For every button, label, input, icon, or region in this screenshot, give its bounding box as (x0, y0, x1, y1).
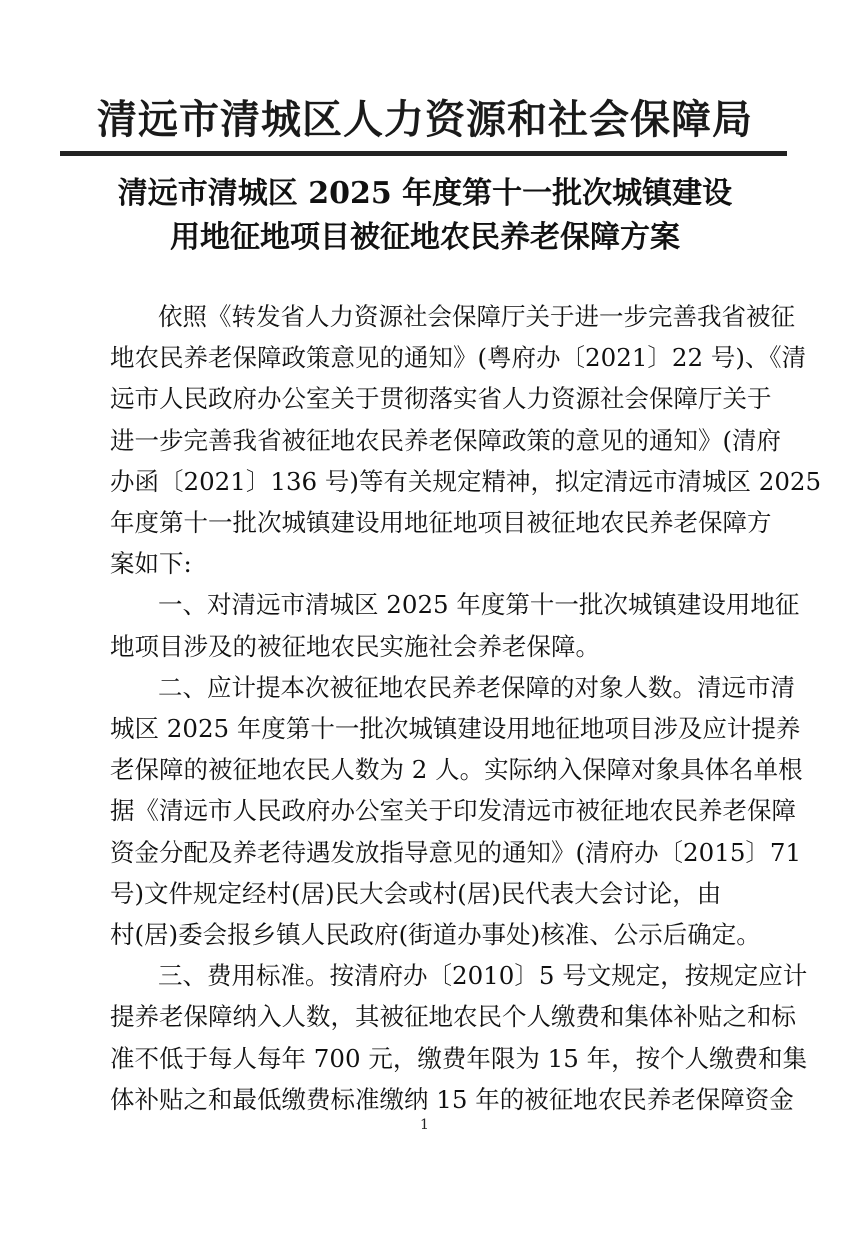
header-divider-rule (60, 151, 787, 156)
section-2-line: 据《清远市人民政府办公室关于印发清远市被征地农民养老保障 (110, 796, 796, 826)
document-body (110, 296, 822, 1120)
issuing-organization-header: 清远市清城区人力资源和社会保障局 (97, 97, 753, 143)
paragraph-line: 依照《转发省人力资源社会保障厅关于进一步完善我省被征 (158, 302, 795, 331)
section-2-line: 村(居)委会报乡镇人民政府(街道办事处)核准、公示后确定。 (110, 920, 761, 950)
section-2-line: 城区 2025 年度第十一批次城镇建设用地征地项目涉及应计提养 (110, 714, 801, 744)
page-number: 1 (420, 1117, 429, 1133)
paragraph-line: 地农民养老保障政策意见的通知》(粤府办〔2021〕22 号)、《清 (110, 343, 807, 373)
document-title (0, 172, 850, 260)
section-3-line: 准不低于每人每年 700 元，缴费年限为 15 年，按个人缴费和集 (110, 1043, 808, 1073)
paragraph-line: 案如下: (110, 549, 192, 579)
section-3-line: 三、费用标准。按清府办〔2010〕5 号文规定，按规定应计 (158, 961, 808, 991)
document-title-line-1: 清远市清城区 2025 年度第十一批次城镇建设 (117, 176, 733, 211)
paragraph-line: 远市人民政府办公室关于贯彻落实省人力资源社会保障厅关于 (110, 384, 772, 414)
section-2-line: 号)文件规定经村(居)民大会或村(居)民代表大会讨论，由 (110, 878, 722, 908)
paragraph-line: 进一步完善我省被征地农民养老保障政策的意见的通知》(清府 (110, 425, 782, 455)
section-2-line: 资金分配及养老待遇发放指导意见的通知》(清府办〔2015〕71 (110, 837, 802, 867)
paragraph-line: 办函〔2021〕136 号)等有关规定精神，拟定清远市清城区 2025 (110, 466, 822, 496)
section-1-line: 一、对清远市清城区 2025 年度第十一批次城镇建设用地征 (158, 590, 800, 620)
paragraph-line: 年度第十一批次城镇建设用地征地项目被征地农民养老保障方 (110, 508, 772, 538)
section-3-line: 提养老保障纳入人数，其被征地农民个人缴费和集体补贴之和标 (110, 1002, 796, 1032)
section-2-line: 二、应计提本次被征地农民养老保障的对象人数。清远市清 (158, 672, 795, 702)
section-3-line: 体补贴之和最低缴费标准缴纳 15 年的被征地农民养老保障资金 (110, 1084, 794, 1114)
section-2-line: 老保障的被征地农民人数为 2 人。实际纳入保障对象具体名单根 (110, 755, 803, 785)
section-1-line: 地项目涉及的被征地农民实施社会养老保障。 (110, 631, 600, 661)
document-title-line-2: 用地征地项目被征地农民养老保障方案 (170, 220, 680, 255)
